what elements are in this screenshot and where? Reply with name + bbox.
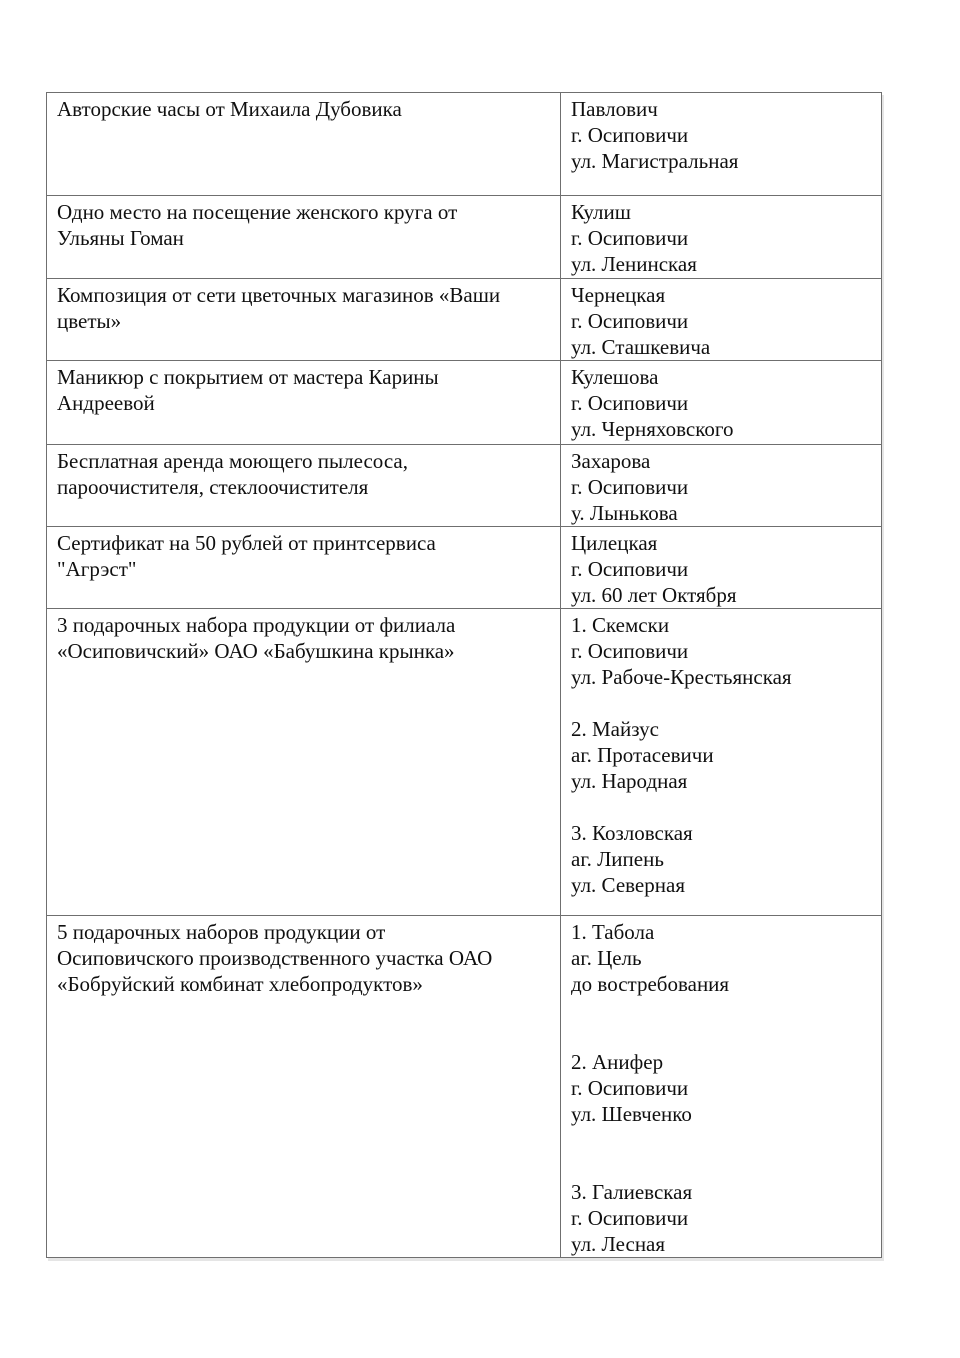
winner-cell — [561, 445, 882, 527]
text-line: Сертификат на 50 рублей от принтсервиса — [57, 531, 436, 555]
text-line: г. Осиповичи — [571, 639, 689, 663]
text-line: Ульяны Гоман — [57, 226, 184, 250]
table-row — [47, 916, 882, 1258]
text-line: "Агрэст" — [57, 557, 137, 581]
text-line: 3. Козловская — [571, 821, 693, 845]
text-line: аг. Цель — [571, 946, 642, 970]
text-line: ул. Северная — [571, 873, 685, 897]
text-line: аг. Протасевичи — [571, 743, 714, 767]
text-line: ул. Ленинская — [571, 252, 697, 276]
table-row — [47, 279, 882, 361]
table-row — [47, 93, 882, 196]
text-line: ул. Народная — [571, 769, 688, 793]
text-line: 3 подарочных набора продукции от филиала — [57, 613, 456, 637]
text-line: г. Осиповичи — [571, 1206, 689, 1230]
text-line: 1. Скемски — [571, 613, 670, 637]
text-line: Захарова — [571, 449, 651, 473]
text-line — [571, 690, 873, 716]
text-line: ул. Черняховского — [571, 417, 734, 441]
text-line: Одно место на посещение женского круга от — [57, 200, 458, 224]
text-line: г. Осиповичи — [571, 123, 689, 147]
text-line — [571, 997, 873, 1023]
text-line: 1. Табола — [571, 920, 655, 944]
text-line: Цилецкая — [571, 531, 658, 555]
text-line: Павлович — [571, 97, 658, 121]
text-line — [571, 1127, 873, 1153]
text-line: Маникюр с покрытием от мастера Карины — [57, 365, 439, 389]
winner-cell — [561, 527, 882, 609]
text-line: ул. Рабоче-Крестьянская — [571, 665, 792, 689]
text-line: Авторские часы от Михаила Дубовика — [57, 97, 402, 121]
table-row — [47, 361, 882, 445]
prize-cell — [47, 916, 561, 1258]
text-line: ул. Сташкевича — [571, 335, 711, 359]
text-line: Бесплатная аренда моющего пылесоса, — [57, 449, 408, 473]
text-line: г. Осиповичи — [571, 475, 689, 499]
text-line: Осиповичского производственного участка ОАО — [57, 946, 493, 970]
text-line: ул. 60 лет Октября — [571, 583, 737, 607]
text-line: 2. Майзус — [571, 717, 659, 741]
text-line: г. Осиповичи — [571, 226, 689, 250]
text-line: Чернецкая — [571, 283, 666, 307]
table-row — [47, 196, 882, 279]
winner-cell — [561, 609, 882, 916]
text-line: ул. Шевченко — [571, 1102, 692, 1126]
text-line: аг. Липень — [571, 847, 664, 871]
winner-cell — [561, 196, 882, 279]
text-line: «Бобруйский комбинат хлебопродуктов» — [57, 972, 423, 996]
table-row — [47, 609, 882, 916]
text-line: Кулешова — [571, 365, 659, 389]
table-row — [47, 527, 882, 609]
text-line: цветы» — [57, 309, 122, 333]
text-line: г. Осиповичи — [571, 309, 689, 333]
text-line: г. Осиповичи — [571, 391, 689, 415]
winner-cell — [561, 93, 882, 196]
text-line — [571, 1153, 873, 1179]
text-line — [571, 1023, 873, 1049]
text-line: у. Лынькова — [571, 501, 678, 525]
text-line: «Осиповичский» ОАО «Бабушкина крынка» — [57, 639, 455, 663]
winner-cell — [561, 916, 882, 1258]
text-line: г. Осиповичи — [571, 557, 689, 581]
text-line: 2. Анифер — [571, 1050, 664, 1074]
prize-cell — [47, 445, 561, 527]
text-line: ул. Лесная — [571, 1232, 666, 1256]
prize-cell — [47, 196, 561, 279]
prize-cell — [47, 609, 561, 916]
table-row — [47, 445, 882, 527]
prize-cell — [47, 527, 561, 609]
text-line: Андреевой — [57, 391, 155, 415]
prize-cell — [47, 361, 561, 445]
text-line: 5 подарочных наборов продукции от — [57, 920, 386, 944]
text-line — [571, 794, 873, 820]
text-line: Композиция от сети цветочных магазинов «Ваши — [57, 283, 501, 307]
text-line: ул. Магистральная — [571, 149, 739, 173]
text-line: 3. Галиевская — [571, 1180, 693, 1204]
prize-cell — [47, 93, 561, 196]
prizes-winners-table — [46, 92, 882, 1258]
prize-cell — [47, 279, 561, 361]
text-line: Кулиш — [571, 200, 631, 224]
winner-cell — [561, 279, 882, 361]
text-line: до востребования — [571, 972, 730, 996]
text-line: пароочистителя, стеклоочистителя — [57, 475, 369, 499]
winner-cell — [561, 361, 882, 445]
text-line: г. Осиповичи — [571, 1076, 689, 1100]
